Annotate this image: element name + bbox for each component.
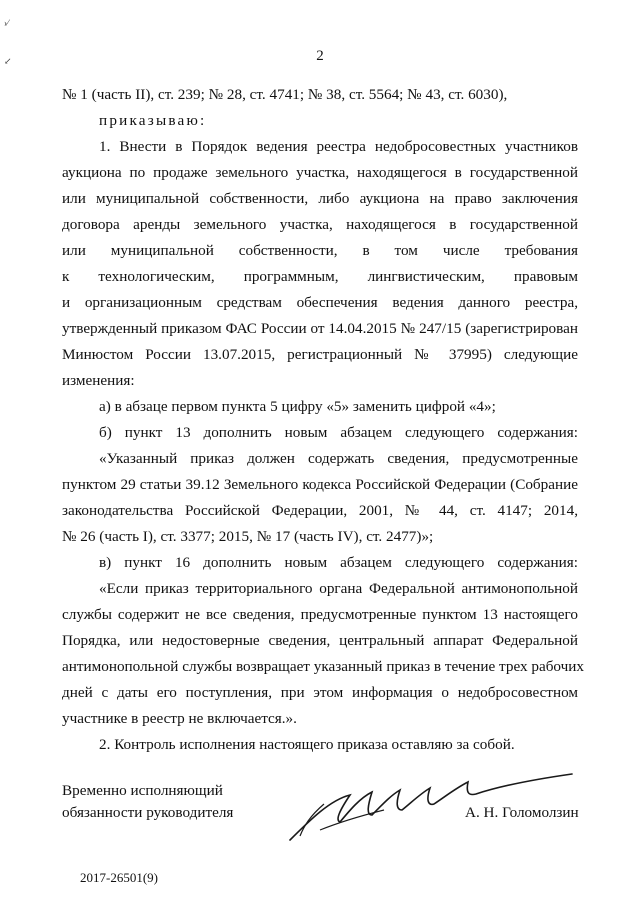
text-line: Порядка, или недостоверные сведения, центральный аппарат Федеральной [62,632,578,649]
signatory-position-line1: Временно исполняющий [62,782,223,799]
text-line: изменения: [62,372,135,389]
text-line: аукциона по продаже земельного участка, находящегося в государственной [62,164,578,181]
text-line: 1. Внести в Порядок ведения реестра недобросовестных участников [99,138,578,155]
text-line: законодательства Российской Федерации, 2001, № 44, ст. 4147; 2014, [62,502,578,519]
text-line: 2. Контроль исполнения настоящего приказа оставляю за собой. [99,736,515,753]
text-line: № 1 (часть II), ст. 239; № 28, ст. 4741; № 38, ст. 5564; № 43, ст. 6030), [62,86,508,103]
text-line: дней с даты его поступления, при этом информация о недобросовестном [62,684,578,701]
signatory-name: А. Н. Голомолзин [465,804,579,821]
text-line: антимонопольной службы возвращает указанный приказ в течение трех рабочих [62,658,584,675]
text-line: участнике в реестр не включается.». [62,710,297,727]
text-line: б) пункт 13 дополнить новым абзацем следующего содержания: [99,424,578,441]
page-number: 2 [316,48,324,64]
text-line: в) пункт 16 дополнить новым абзацем следующего содержания: [99,554,578,571]
text-line: приказываю: [99,112,207,129]
text-line: или муниципальной собственности, в том числе требования [62,242,578,259]
text-line: службы содержит не все сведения, предусмотренные пунктом 13 настоящего [62,606,578,623]
document-code: 2017-26501(9) [80,870,158,885]
corner-scan-mark: ↙ [4,56,12,66]
text-line: Минюстом России 13.07.2015, регистрационный № 37995) следующие [62,346,578,363]
text-line: или муниципальной собственности, либо аукциона на право заключения [62,190,578,207]
text-line: «Указанный приказ должен содержать сведения, предусмотренные [99,450,578,467]
text-line: к технологическим, программным, лингвистическим, правовым [62,268,578,285]
signatory-position-line2: обязанности руководителя [62,804,234,821]
text-line: а) в абзаце первом пункта 5 цифру «5» заменить цифрой «4»; [99,398,496,415]
text-line: «Если приказ территориального органа Федеральной антимонопольной [99,580,578,597]
text-line: № 26 (часть I), ст. 3377; 2015, № 17 (часть IV), ст. 2477)»; [62,528,434,545]
text-line: утвержденный приказом ФАС России от 14.04.2015 № 247/15 (зарегистрирован [62,320,578,337]
corner-scan-mark: ›⁄ [4,18,9,28]
text-line: пунктом 29 статьи 39.12 Земельного кодекса Российской Федерации (Собрание [62,476,578,493]
text-line: договора аренды земельного участка, находящегося в государственной [62,216,578,233]
text-line: и организационным средствам обеспечения ведения данного реестра, [62,294,578,311]
